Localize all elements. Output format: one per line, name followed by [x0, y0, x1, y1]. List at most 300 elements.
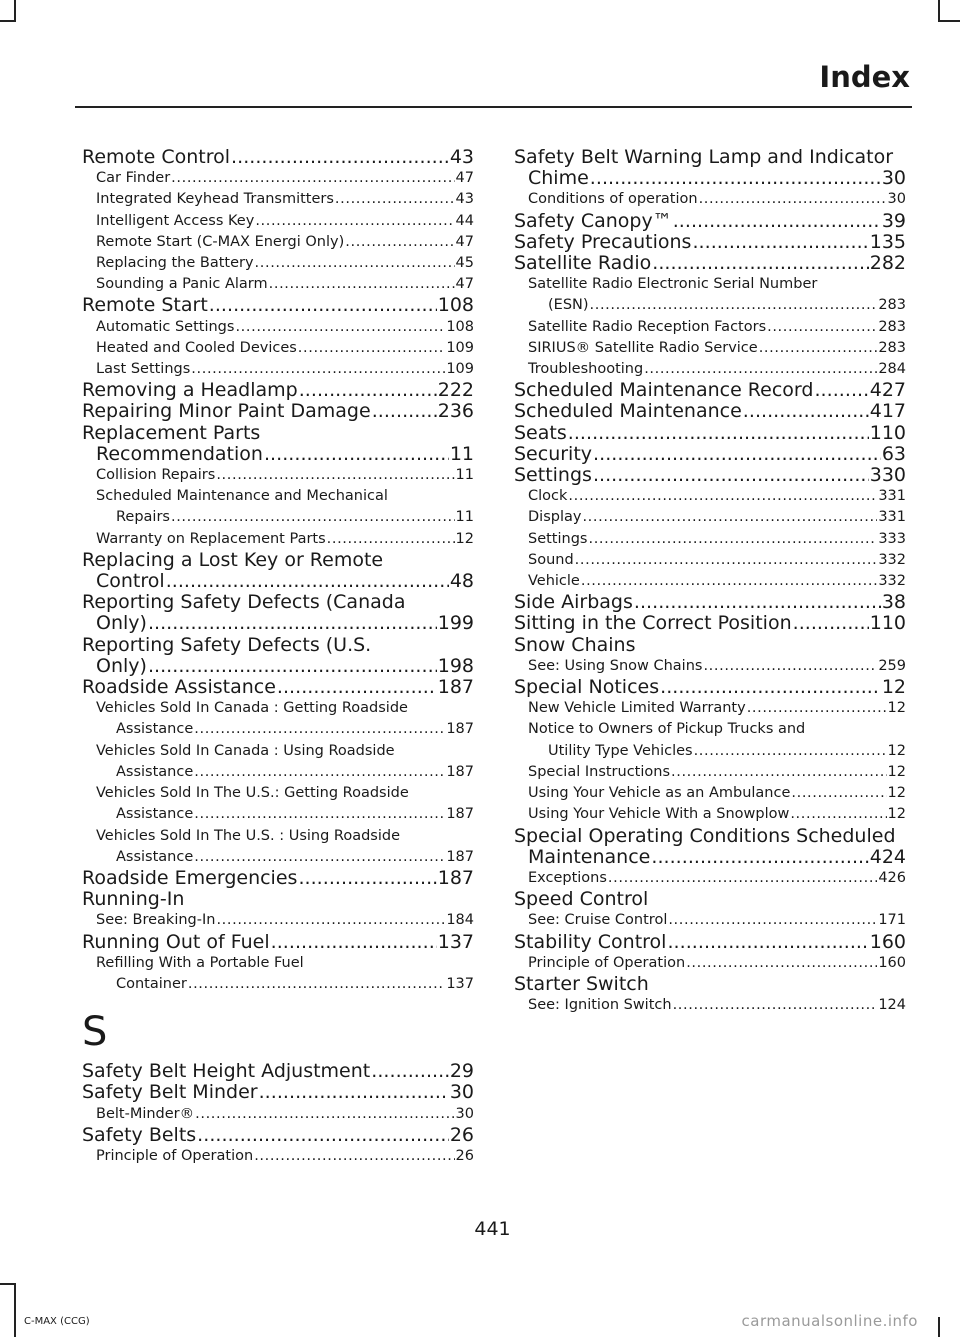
dot-leader [634, 592, 881, 613]
page-reference: 333 [878, 530, 906, 547]
dot-leader [216, 465, 454, 486]
crop-mark [938, 1317, 940, 1337]
entry-text: Replacing a Lost Key or Remote [82, 548, 384, 571]
entry-text: Special Operating Conditions Scheduled [514, 824, 896, 847]
entry-text: Safety Precautions [514, 230, 692, 253]
index-entry[interactable] [82, 401, 474, 422]
dot-leader [694, 741, 887, 762]
dot-leader [372, 401, 437, 422]
index-subentry[interactable] [514, 719, 906, 761]
entry-text: Removing a Headlamp [82, 379, 298, 402]
dot-leader [568, 423, 869, 444]
entry-text: Sitting in the Correct Position [514, 612, 792, 635]
dot-leader [188, 974, 445, 995]
entry-text: Refilling With a Portable Fuel [96, 954, 304, 971]
dot-leader [575, 550, 878, 571]
page-reference: 135 [869, 230, 906, 253]
page-reference: 283 [878, 318, 906, 335]
dot-leader [299, 380, 437, 401]
entry-text: Maintenance [528, 845, 651, 868]
page-reference: 417 [869, 400, 906, 423]
page-reference: 63 [881, 442, 906, 465]
page-reference: 108 [437, 294, 474, 317]
index-subentry[interactable] [514, 868, 906, 889]
index-subentry[interactable] [514, 507, 906, 528]
page-reference: 109 [446, 361, 474, 378]
dot-leader [216, 910, 445, 931]
index-entry[interactable] [514, 974, 906, 995]
index-subentry[interactable] [82, 168, 474, 189]
page-reference: 198 [437, 654, 474, 677]
index-subentry[interactable] [514, 338, 906, 359]
entry-text: Sound [528, 551, 574, 568]
entry-text: Running Out of Fuel [82, 930, 270, 953]
dot-leader [671, 762, 887, 783]
index-subentry[interactable] [82, 783, 474, 825]
index-entry[interactable] [82, 889, 474, 910]
entry-text: Starter Switch [514, 972, 649, 995]
index-subentry[interactable] [514, 698, 906, 719]
index-entry[interactable] [82, 932, 474, 953]
model-code: C-MAX (CCG) [24, 1316, 90, 1327]
dot-leader [148, 613, 437, 634]
page-reference: 187 [446, 721, 474, 738]
index-entry[interactable] [514, 444, 906, 465]
entry-text: Roadside Emergencies [82, 866, 298, 889]
entry-text: Seats [514, 421, 567, 444]
dot-leader [743, 401, 869, 422]
entry-text: Intelligent Access Key [96, 212, 255, 229]
dot-leader [673, 995, 878, 1016]
entry-text: Replacing the Battery [96, 255, 254, 272]
entry-text: See: Ignition Switch [528, 997, 672, 1014]
page-reference: 137 [446, 975, 474, 992]
page-reference: 48 [449, 570, 474, 593]
entry-text: Control [96, 570, 165, 593]
index-column-left [82, 147, 474, 1167]
page-reference: 331 [878, 488, 906, 505]
header-divider [75, 106, 912, 108]
entry-text: Safety Belts [82, 1123, 197, 1146]
entry-text: Stability Control [514, 930, 667, 953]
dot-leader [588, 529, 877, 550]
dot-leader [194, 847, 445, 868]
page-reference: 124 [878, 997, 906, 1014]
entry-text: Satellite Radio Electronic Serial Number [528, 276, 818, 293]
entry-text: See: Cruise Control [528, 912, 668, 929]
dot-leader [327, 529, 455, 550]
index-subentry[interactable] [82, 465, 474, 486]
index-subentry[interactable] [514, 995, 906, 1016]
entry-text: Utility Type Vehicles [548, 742, 693, 759]
index-subentry[interactable] [82, 1104, 474, 1125]
entry-text: Repairs [116, 509, 170, 526]
index-entry[interactable] [82, 423, 474, 465]
page-reference: 30 [455, 1105, 474, 1122]
page-reference: 284 [878, 361, 906, 378]
entry-text: Assistance [116, 806, 194, 823]
page-reference: 39 [881, 209, 906, 232]
dot-leader [686, 953, 877, 974]
page-reference: 45 [455, 255, 474, 272]
index-entry[interactable] [514, 826, 906, 868]
dot-leader [231, 147, 449, 168]
dot-leader [255, 253, 455, 274]
index-entry[interactable] [514, 465, 906, 486]
page-reference: 29 [449, 1060, 474, 1083]
entry-text: Troubleshooting [528, 361, 644, 378]
index-entry[interactable] [82, 635, 474, 677]
dot-leader [197, 1125, 449, 1146]
index-entry[interactable] [82, 1061, 474, 1082]
entry-text: Running-In [82, 888, 185, 911]
entry-text: Snow Chains [514, 633, 636, 656]
dot-leader [254, 1146, 454, 1167]
entry-text: Assistance [116, 721, 194, 738]
page-reference: 11 [449, 442, 474, 465]
page-reference: 187 [437, 866, 474, 889]
dot-leader [166, 571, 449, 592]
page-reference: 11 [455, 509, 474, 526]
page-reference: 283 [878, 297, 906, 314]
dot-leader [644, 359, 877, 380]
page-reference: 26 [449, 1123, 474, 1146]
crop-mark [0, 20, 16, 22]
dot-leader [195, 1104, 454, 1125]
index-entry[interactable] [514, 423, 906, 444]
entry-text: Safety Belt Height Adjustment [82, 1060, 371, 1083]
index-entry[interactable] [82, 868, 474, 889]
dot-leader [747, 698, 887, 719]
index-subentry[interactable] [514, 571, 906, 592]
entry-text: Special Instructions [528, 763, 671, 780]
entry-text: Exceptions [528, 869, 607, 886]
page-reference: 26 [455, 1147, 474, 1164]
page-reference: 110 [869, 421, 906, 444]
page-reference: 12 [887, 763, 906, 780]
page-reference: 331 [878, 509, 906, 526]
entry-text: SIRIUS® Satellite Radio Service [528, 339, 758, 356]
page-reference: 109 [446, 339, 474, 356]
dot-leader [568, 486, 877, 507]
index-entry[interactable] [514, 613, 906, 634]
entry-text: Replacement Parts [82, 421, 261, 444]
index-entry[interactable] [82, 677, 474, 698]
dot-leader [660, 677, 881, 698]
entry-text: New Vehicle Limited Warranty [528, 700, 746, 717]
index-subentry[interactable] [514, 274, 906, 316]
index-subentry[interactable] [514, 953, 906, 974]
dot-leader [652, 253, 868, 274]
entry-text: Integrated Keyhead Transmitters [96, 191, 334, 208]
page-reference: 236 [437, 400, 474, 423]
crop-mark [14, 0, 16, 22]
page-reference: 283 [878, 339, 906, 356]
dot-leader [590, 168, 881, 189]
index-entry[interactable] [514, 401, 906, 422]
dot-leader [791, 783, 886, 804]
index-entry[interactable] [82, 592, 474, 634]
index-subentry[interactable] [82, 232, 474, 253]
page-reference: 187 [446, 763, 474, 780]
page-reference: 47 [455, 233, 474, 250]
entry-text: Settings [514, 464, 592, 487]
entry-text: Only) [96, 612, 147, 635]
index-subentry[interactable] [82, 698, 474, 740]
index-subentry[interactable] [514, 656, 906, 677]
entry-text: Safety Belt Warning Lamp and Indicator [514, 146, 894, 168]
dot-leader [148, 656, 437, 677]
dot-leader [259, 1082, 449, 1103]
index-subentry[interactable] [82, 274, 474, 295]
entry-text: Assistance [116, 763, 194, 780]
entry-text: Assistance [116, 848, 194, 865]
index-entry[interactable] [82, 380, 474, 401]
entry-text: See: Breaking-In [96, 912, 216, 929]
index-entry[interactable] [82, 1082, 474, 1103]
dot-leader [235, 317, 445, 338]
index-entry[interactable] [514, 253, 906, 274]
entry-text: Special Notices [514, 676, 660, 699]
index-entry[interactable] [82, 1125, 474, 1146]
index-entry[interactable] [82, 550, 474, 592]
page-reference: 199 [437, 612, 474, 635]
entry-text: Recommendation [96, 442, 263, 465]
entry-text: Remote Control [82, 146, 231, 168]
dot-leader [593, 465, 869, 486]
dot-leader [581, 571, 877, 592]
index-subentry[interactable] [514, 762, 906, 783]
page-reference: 43 [449, 146, 474, 168]
index-subentry[interactable] [82, 211, 474, 232]
dot-leader [593, 444, 881, 465]
index-entry[interactable] [514, 635, 906, 656]
index-subentry[interactable] [514, 189, 906, 210]
entry-text: Reporting Safety Defects (U.S. [82, 633, 372, 656]
dot-leader [271, 932, 437, 953]
page-reference: 47 [455, 276, 474, 293]
dot-leader [590, 295, 878, 316]
entry-text: Satellite Radio [514, 252, 652, 275]
entry-text: Notice to Owners of Pickup Trucks and [528, 721, 806, 738]
dot-leader [191, 359, 445, 380]
page-reference: 12 [881, 676, 906, 699]
dot-leader [335, 189, 455, 210]
page-reference: 187 [446, 848, 474, 865]
dot-leader [759, 338, 878, 359]
index-entry[interactable] [514, 889, 906, 910]
index-subentry[interactable] [82, 253, 474, 274]
dot-leader [699, 189, 887, 210]
entry-text: Remote Start (C-MAX Energi Only) [96, 233, 345, 250]
index-subentry[interactable] [514, 550, 906, 571]
dot-leader [767, 317, 877, 338]
dot-leader [194, 804, 445, 825]
page-reference: 171 [878, 912, 906, 929]
page-reference: 12 [887, 806, 906, 823]
index-subentry[interactable] [82, 529, 474, 550]
entry-text: Roadside Assistance [82, 676, 276, 699]
index-entry[interactable] [514, 592, 906, 613]
index-column-right [514, 147, 906, 1016]
page-reference: 137 [437, 930, 474, 953]
page-reference: 160 [878, 954, 906, 971]
dot-leader [345, 232, 454, 253]
entry-text: Collision Repairs [96, 467, 216, 484]
dot-leader [667, 932, 868, 953]
index-subentry[interactable] [82, 189, 474, 210]
index-subentry[interactable] [514, 783, 906, 804]
entry-text: Belt-Minder® [96, 1105, 195, 1122]
entry-text: Security [514, 442, 593, 465]
page-reference: 427 [869, 379, 906, 402]
dot-leader [194, 719, 445, 740]
watermark: carmanualsonline.info [741, 1312, 918, 1330]
entry-text: See: Using Snow Chains [528, 657, 703, 674]
dot-leader [703, 656, 877, 677]
dot-leader [298, 868, 436, 889]
crop-mark [0, 1283, 16, 1285]
entry-text: Satellite Radio Reception Factors [528, 318, 767, 335]
page-reference: 282 [869, 252, 906, 275]
page-reference: 332 [878, 551, 906, 568]
index-subentry[interactable] [82, 338, 474, 359]
crop-mark [14, 1283, 16, 1337]
dot-leader [264, 444, 449, 465]
entry-text: Container [116, 975, 187, 992]
page-reference: 108 [446, 318, 474, 335]
dot-leader [255, 211, 454, 232]
entry-text: Vehicles Sold In The U.S. : Using Roadside [96, 827, 401, 844]
dot-leader [582, 507, 877, 528]
dot-leader [371, 1061, 449, 1082]
entry-text: Automatic Settings [96, 318, 235, 335]
entry-text: Using Your Vehicle With a Snowplow [528, 806, 790, 823]
page-reference: 30 [449, 1081, 474, 1104]
page-number: 441 [474, 1218, 511, 1240]
entry-text: Car Finder [96, 170, 171, 187]
index-subentry[interactable] [514, 804, 906, 825]
entry-text: Clock [528, 488, 568, 505]
entry-text: Remote Start [82, 294, 208, 317]
entry-text: Settings [528, 530, 588, 547]
index-entry[interactable] [82, 147, 474, 168]
entry-text: Only) [96, 654, 147, 677]
entry-text: Scheduled Maintenance Record [514, 379, 814, 402]
entry-text: Safety Canopy™ [514, 209, 672, 232]
page-reference: 110 [869, 612, 906, 635]
page-reference: 44 [455, 212, 474, 229]
page-reference: 160 [869, 930, 906, 953]
page-reference: 222 [437, 379, 474, 402]
entry-text: Principle of Operation [528, 954, 686, 971]
page-reference: 187 [446, 806, 474, 823]
entry-text: Repairing Minor Paint Damage [82, 400, 371, 423]
index-entry[interactable] [514, 147, 906, 189]
entry-text: Using Your Vehicle as an Ambulance [528, 785, 791, 802]
dot-leader [668, 910, 877, 931]
section-letter: S [82, 1009, 108, 1056]
dot-leader [673, 211, 881, 232]
index-subentry[interactable] [82, 741, 474, 783]
entry-text: Heated and Cooled Devices [96, 339, 297, 356]
dot-leader [171, 168, 454, 189]
page-reference: 184 [446, 912, 474, 929]
index-subentry[interactable] [514, 359, 906, 380]
index-subentry[interactable] [514, 529, 906, 550]
dot-leader [194, 762, 445, 783]
page-reference: 38 [881, 591, 906, 614]
index-subentry[interactable] [514, 317, 906, 338]
entry-text: Principle of Operation [96, 1147, 254, 1164]
dot-leader [651, 847, 868, 868]
index-subentry[interactable] [82, 1146, 474, 1167]
entry-text: Sounding a Panic Alarm [96, 276, 268, 293]
page-reference: 426 [878, 869, 906, 886]
entry-text: Safety Belt Minder [82, 1081, 258, 1104]
index-entry[interactable] [514, 932, 906, 953]
page-reference: 11 [455, 467, 474, 484]
index-subentry[interactable] [82, 910, 474, 931]
index-subentry[interactable] [514, 910, 906, 931]
entry-text: Warranty on Replacement Parts [96, 530, 326, 547]
crop-mark [938, 0, 940, 22]
index-entry[interactable] [514, 211, 906, 232]
page-reference: 47 [455, 170, 474, 187]
entry-text: Scheduled Maintenance [514, 400, 742, 423]
page-reference: 12 [887, 700, 906, 717]
dot-leader [608, 868, 877, 889]
dot-leader [793, 613, 869, 634]
index-entry[interactable] [514, 380, 906, 401]
dot-leader [269, 274, 455, 295]
page-reference: 12 [455, 530, 474, 547]
index-entry[interactable] [514, 232, 906, 253]
index-entry[interactable] [82, 295, 474, 316]
page-reference: 43 [455, 191, 474, 208]
index-subentry[interactable] [514, 486, 906, 507]
index-subentry[interactable] [82, 826, 474, 868]
dot-leader [790, 804, 886, 825]
entry-text: Side Airbags [514, 591, 633, 614]
entry-text: Last Settings [96, 361, 191, 378]
entry-text: Vehicle [528, 573, 580, 590]
dot-leader [277, 677, 437, 698]
entry-text: Chime [528, 167, 589, 190]
index-subentry[interactable] [82, 486, 474, 528]
page-reference: 424 [869, 845, 906, 868]
index-subentry[interactable] [82, 359, 474, 380]
index-entry[interactable] [514, 677, 906, 698]
crop-mark [938, 20, 960, 22]
page-reference: 330 [869, 464, 906, 487]
dot-leader [814, 380, 868, 401]
index-subentry[interactable] [82, 953, 474, 995]
dot-leader [692, 232, 868, 253]
index-subentry[interactable] [82, 317, 474, 338]
page-reference: 187 [437, 676, 474, 699]
entry-text: (ESN) [548, 297, 589, 314]
entry-text: Reporting Safety Defects (Canada [82, 591, 406, 614]
entry-text: Display [528, 509, 582, 526]
entry-text: Vehicles Sold In The U.S.: Getting Roadside [96, 785, 409, 802]
dot-leader [209, 295, 437, 316]
dot-leader [171, 507, 455, 528]
dot-leader [298, 338, 446, 359]
page-reference: 30 [887, 191, 906, 208]
page-reference: 259 [878, 657, 906, 674]
page-reference: 12 [887, 785, 906, 802]
